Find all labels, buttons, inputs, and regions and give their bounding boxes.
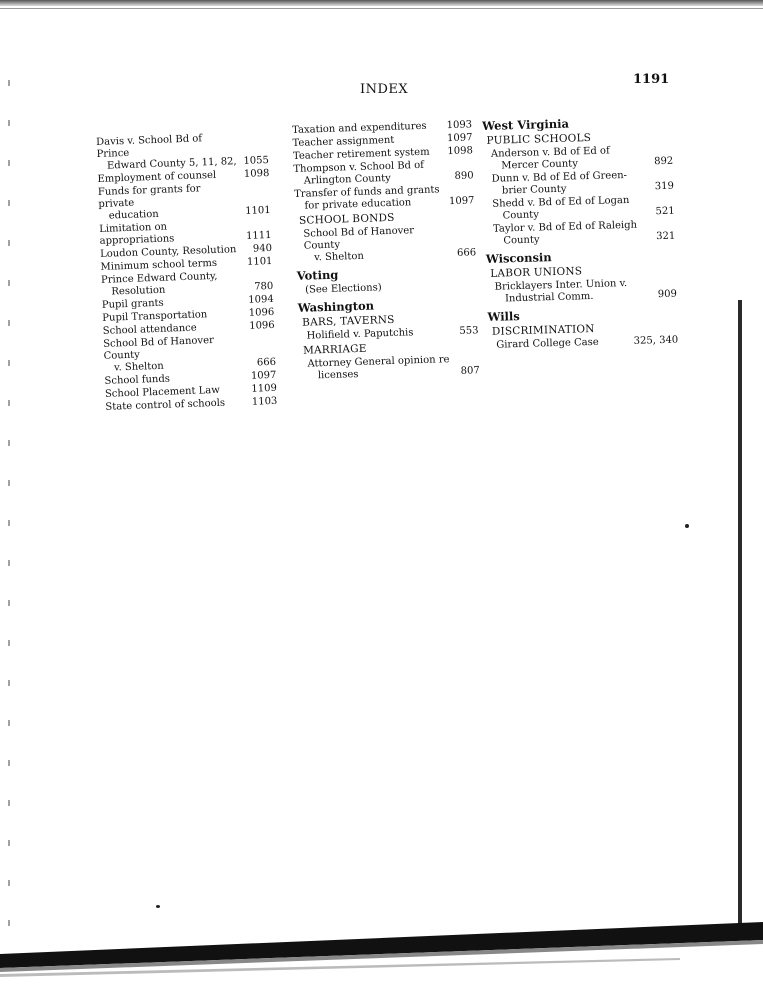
entry-page: 1097	[250, 369, 277, 382]
entry-text: Attorney General opinion re	[307, 354, 450, 370]
page-title: INDEX	[360, 82, 409, 97]
subheading-school-bonds: SCHOOL BONDS	[298, 211, 395, 227]
speck-right	[685, 524, 689, 528]
entry-page: 1098	[447, 145, 474, 158]
entry-text: School funds	[104, 373, 171, 387]
entry-text-cont: education	[108, 208, 159, 222]
entry-text: School Bd of Hanover County	[103, 335, 215, 362]
heading-wisconsin: Wisconsin	[485, 250, 552, 266]
page-number: 1191	[633, 72, 670, 87]
left-binding-marks	[8, 80, 10, 960]
entry-text-cont: Resolution	[111, 284, 166, 298]
index-column-2	[292, 119, 480, 384]
subheading-bars-taverns: BARS, TAVERNS	[302, 313, 395, 329]
entry-page: 553	[459, 325, 479, 337]
entry-page: 780	[254, 280, 274, 293]
entry-text-cont: County	[502, 209, 540, 222]
entry-page: 1103	[251, 395, 278, 408]
entry-text-cont: Edward County 5, 11, 82,	[106, 156, 237, 172]
index-entry	[103, 333, 276, 375]
entry-text: School Placement Law	[104, 384, 221, 400]
index-entry	[487, 277, 678, 306]
index-entry	[299, 353, 480, 383]
index-column-3	[482, 115, 678, 353]
subheading-public-schools: PUBLIC SCHOOLS	[486, 131, 592, 147]
entry-text: Taylor v. Bd of Ed of Raleigh	[492, 219, 638, 235]
entry-page: 1055	[243, 154, 270, 167]
entry-text: Shedd v. Bd of Ed of Logan	[492, 194, 630, 210]
entry-text: Taxation and expenditures	[292, 120, 427, 136]
entry-text-cont: County	[503, 234, 540, 247]
entry-text-cont: licenses	[317, 369, 359, 382]
entry-page: 940	[252, 242, 273, 255]
entry-text-cont: v. Shelton	[113, 360, 164, 374]
entry-text: Prince Edward County,	[100, 270, 218, 286]
entry-page: 1109	[251, 382, 278, 395]
entry-text-cont: v. Shelton	[314, 250, 365, 264]
heading-voting: Voting	[296, 267, 339, 283]
entry-text: Davis v. School Bd of Prince	[96, 133, 203, 160]
entry-page: 325, 340	[633, 334, 679, 347]
entry-text: Holifield v. Paputchis	[306, 327, 414, 342]
index-column-1	[96, 131, 278, 415]
entry-page: 909	[657, 288, 678, 301]
entry-text: Minimum school terms	[100, 257, 218, 273]
top-edge-shadow	[0, 0, 763, 6]
entry-page: 890	[454, 170, 474, 182]
entry-page: 319	[654, 180, 675, 193]
entry-text: Funds for grants for private	[97, 183, 201, 210]
entry-page: 1097	[448, 195, 475, 208]
right-page-edge	[738, 300, 742, 940]
top-edge-line	[0, 8, 763, 9]
entry-text: Teacher assignment	[292, 134, 395, 149]
index-entry	[294, 183, 475, 213]
entry-page: 1093	[446, 119, 473, 132]
entry-text: Pupil grants	[101, 297, 164, 311]
index-entry	[98, 181, 271, 223]
entry-page: 1101	[245, 204, 271, 217]
entry-page: 321	[656, 230, 676, 243]
bottom-page-edge	[0, 922, 763, 990]
entry-text: Limitation on appropriations	[99, 221, 175, 247]
entry-page: 666	[456, 247, 477, 259]
entry-page: 807	[460, 365, 480, 377]
heading-washington: Washington	[297, 298, 375, 315]
speck-bottom	[156, 905, 160, 908]
entry-text: Loudon County, Resolution	[99, 244, 237, 260]
entry-text: Pupil Transportation	[102, 309, 208, 324]
entry-text-cont: brier County	[501, 183, 567, 197]
see-reference: (See Elections)	[305, 282, 382, 296]
entry-text: Anderson v. Bd of Ed of	[490, 145, 610, 160]
entry-text: State control of schools	[105, 397, 226, 413]
heading-wills: Wills	[487, 309, 520, 324]
entry-text: School attendance	[102, 322, 197, 337]
entry-page: 1096	[248, 306, 275, 319]
index-entry	[488, 335, 678, 352]
entry-page: 1098	[243, 167, 270, 180]
entry-page: 666	[256, 356, 277, 369]
index-entry	[485, 219, 676, 248]
entry-page: 1111	[245, 229, 272, 242]
entry-text: Thompson v. School Bd of	[293, 159, 425, 175]
entry-text: Transfer of funds and grants	[294, 184, 440, 200]
entry-page: 521	[655, 205, 675, 218]
entry-text: Girard College Case	[496, 336, 599, 351]
entry-text: Employment of counsel	[97, 169, 217, 185]
entry-page: 1097	[446, 132, 473, 145]
subheading-labor-unions: LABOR UNIONS	[490, 265, 583, 280]
entry-page: 1094	[248, 293, 274, 306]
entry-page: 1101	[246, 255, 273, 268]
entry-text: Teacher retirement system	[292, 146, 430, 162]
subheading-marriage: MARRIAGE	[302, 342, 367, 357]
subheading-discrimination: DISCRIMINATION	[491, 322, 595, 338]
entry-page: 892	[653, 155, 674, 168]
entry-page: 1096	[249, 319, 275, 332]
entry-text-cont: Arlington County	[303, 172, 392, 187]
entry-text-cont: Mercer County	[501, 158, 579, 172]
entry-text-cont: for private education	[304, 197, 412, 212]
heading-west-virginia: West Virginia	[481, 116, 570, 133]
entry-text: School Bd of Hanover County	[303, 225, 415, 252]
entry-text: Dunn v. Bd of Ed of Green-	[491, 169, 628, 185]
index-entry	[96, 131, 269, 173]
entry-text-cont: Industrial Comm.	[504, 290, 594, 305]
entry-text: Bricklayers Inter. Union v.	[494, 278, 628, 293]
index-entry	[295, 223, 476, 265]
